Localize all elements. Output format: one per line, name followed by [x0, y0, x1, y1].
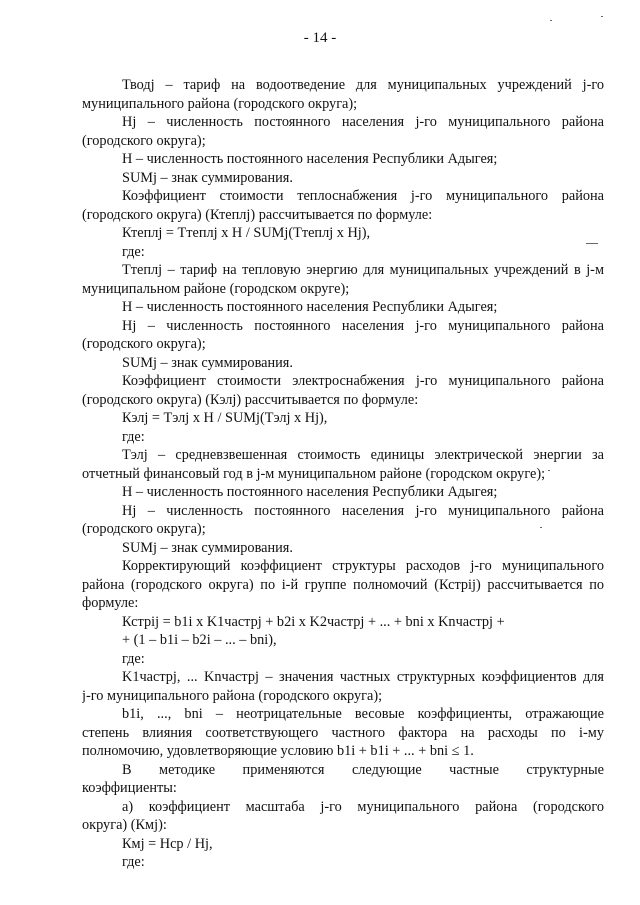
text-line: (городского округа); [82, 521, 206, 537]
text-line: H – численность постоянного населения Республики Адыгея; [122, 151, 498, 167]
text-line: SUMj – знак суммирования. [122, 354, 293, 371]
text-line: где: [122, 854, 145, 870]
text-line: муниципальном районе (городском округе); [82, 280, 350, 297]
text-line: округа) (Кмj): [82, 817, 167, 833]
text-line: степень влияния соответствующего частного фактора на расходы по i-му [82, 724, 604, 741]
text-line: H – численность постоянного населения Республики Адыгея; [122, 484, 498, 500]
scan-speck [550, 20, 552, 21]
text-line: Hj – численность постоянного населения j-го муниципального района [122, 502, 604, 519]
text-line: SUMj – знак суммирования. [122, 539, 293, 556]
text-line: Hj – численность постоянного населения j-го муниципального района [122, 317, 604, 334]
text-line: муниципального района (городского округа); [82, 95, 358, 112]
document-body [82, 76, 604, 872]
text-line: (городского округа) (Кэлj) рассчитывается по формуле: [82, 391, 419, 408]
text-line: а) коэффициент масштаба j-го муниципального района (городского [122, 798, 604, 815]
text-line: Кстрij = b1i x K1частрj + b2i x K2частрj + ... + bni x Knчастрj + [122, 613, 505, 630]
text-line: полномочию, удовлетворяющие условию b1i + b1i + ... + bni ≤ 1. [82, 743, 474, 759]
scan-speck [548, 470, 550, 471]
text-line: j-го муниципального района (городского округа); [82, 687, 383, 704]
scan-speck [540, 527, 542, 528]
text-line: (городского округа); [82, 132, 206, 149]
text-line: (городского округа); [82, 336, 206, 352]
text-line: Корректирующий коэффициент структуры расходов j-го муниципального [122, 558, 604, 574]
text-line: Тводj – тариф на водоотведение для муниципальных учреждений j-го [122, 77, 604, 93]
text-line: H – численность постоянного населения Республики Адыгея; [122, 299, 498, 315]
scan-speck [601, 16, 603, 17]
text-line: Ттеплj – тариф на тепловую энергию для муниципальных учреждений в j-м [122, 262, 604, 278]
text-line: Тэлj – средневзвешенная стоимость единицы электрической энергии за [122, 447, 604, 463]
page-number: - 14 - [303, 30, 337, 46]
text-line: отчетный финансовый год в j-м муниципальном районе (городском округе); [82, 465, 546, 482]
text-line: + (1 – b1i – b2i – ... – bni), [122, 632, 277, 648]
text-line: где: [122, 650, 145, 667]
text-line: SUMj – знак суммирования. [122, 169, 293, 186]
text-line: где: [122, 243, 145, 260]
text-line: Ктеплj = Ттеплj x H / SUMj(Ттеплj x Hj), [122, 225, 371, 241]
text-line: В методике применяются следующие частные структурные [122, 761, 604, 778]
text-line: коэффициенты: [82, 780, 177, 796]
text-line: района (городского округа) по i-й группе полномочий (Кстрij) рассчитывается по [82, 576, 604, 593]
text-line: Кмj = Hср / Hj, [122, 835, 213, 852]
text-line: Коэффициент стоимости теплоснабжения j-го муниципального района [122, 188, 604, 204]
text-line: b1i, ..., bni – неотрицательные весовые коэффициенты, отражающие [122, 706, 604, 722]
text-line: где: [122, 428, 145, 445]
text-line: K1частрj, ... Knчастрj – значения частных структурных коэффициентов для [122, 669, 604, 685]
text-line: Кэлj = Тэлj x H / SUMj(Тэлj x Hj), [122, 410, 328, 426]
text-line: формуле: [82, 595, 139, 611]
text-line: (городского округа) (Ктеплj) рассчитывается по формуле: [82, 206, 433, 223]
text-line: Коэффициент стоимости электроснабжения j-го муниципального района [122, 373, 604, 389]
text-line: Hj – численность постоянного населения j-го муниципального района [122, 114, 604, 130]
scan-speck [586, 243, 598, 244]
